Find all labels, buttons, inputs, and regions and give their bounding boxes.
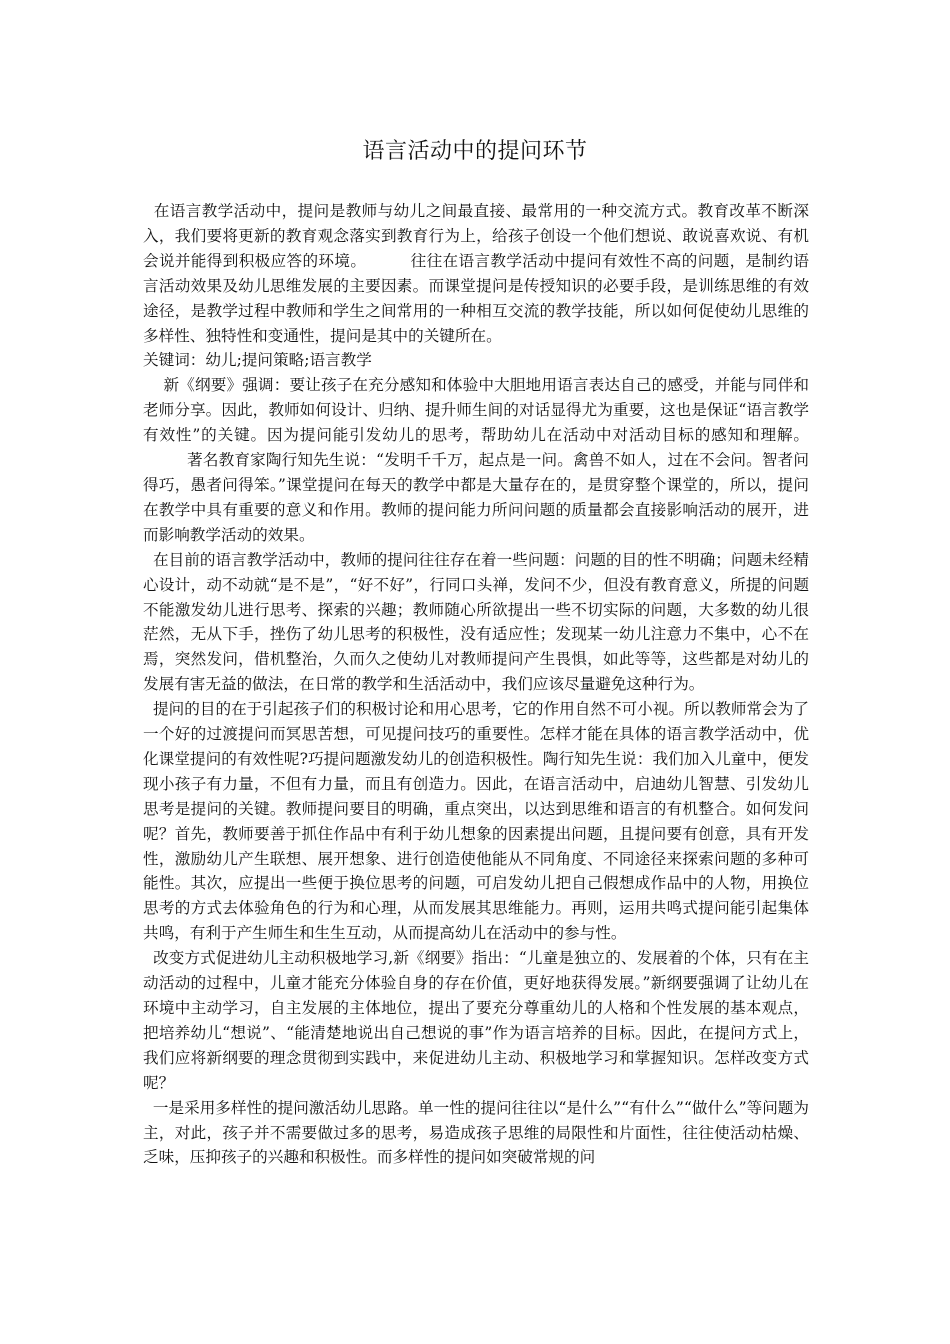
- gangyao-paragraph: [143, 373, 809, 547]
- document-body: [143, 199, 809, 1170]
- intro-text-part1: 在语言教学活动中，提问是教师与幼儿之间最直接、最常用的一种交流方式。教育改革不断深入，我们要将更新的教育观念落实到教育行为上，给孩子创设一个他们想说、敢说喜欢说、有机会说并能得到积极应答的环境。: [143, 202, 809, 270]
- gangyao-text-part1: 新《纲要》强调：要让孩子在充分感知和体验中大胆地用语言表达自己的感受，并能与同伴和老师分享。因此，教师如何设计、归纳、提升师生间的对话显得尤为重要，这也是保证“语言教学有效性”的关键。因为提问能引发幼儿的思考，帮助幼儿在活动中对活动目标的感知和理解。: [143, 376, 809, 445]
- keywords-line: 关键词：幼儿;提问策略;语言教学: [143, 351, 372, 370]
- intro-paragraph: [143, 199, 809, 348]
- document-title: 语言活动中的提问环节: [362, 139, 588, 164]
- change-paragraph: 改变方式促进幼儿主动积极地学习,新《纲要》指出：“儿童是独立的、发展着的个体，只有在主动活动的过程中，儿童才能充分体验自身的存在价值，更好地获得发展。”新纲要强调了让幼儿在环境中主动学习，自主发展的主体地位，提出了要充分尊重幼儿的人格和个性发展的基本观点，把培养幼儿“想说”、“能清楚地说出自己想说的事”作为语言培养的目标。因此，在提问方式上，我们应将新纲要的理念贯彻到实践中，来促进幼儿主动、积极地学习和掌握知识。怎样改变方式呢？: [143, 949, 809, 1092]
- gangyao-text-part2: 著名教育家陶行知先生说：“发明千千万，起点是一问。禽兽不如人，过在不会问。智者问得巧，愚者问得笨。”课堂提问在每天的教学中都是大量存在的，是贯穿整个课堂的，所以，提问在教学中具有重要的意义和作用。教师的提问能力所问问题的质量都会直接影响活动的展开，进而影响教学活动的效果。: [143, 451, 809, 544]
- purpose-paragraph: 提问的目的在于引起孩子们的积极讨论和用心思考，它的作用自然不可小视。所以教师常会为了一个好的过渡提问而冥思苦想，可见提问技巧的重要性。怎样才能在具体的语言教学活动中，优化课堂提问的有效性呢?巧提问题激发幼儿的创造积极性。陶行知先生说：我们加入儿童中，便发现小孩子有力量，不但有力量，而且有创造力。因此，在语言活动中，启迪幼儿智慧、引发幼儿思考是提问的关键。教师提问要目的明确，重点突出，以达到思维和语言的有机整合。如何发问呢？首先，教师要善于抓住作品中有利于幼儿想象的因素提出问题，且提问要有创意，具有开发性，激励幼儿产生联想、展开想象、进行创造使他能从不同角度、不同途径来探索问题的多种可能性。其次，应提出一些便于换位思考的问题，可启发幼儿把自己假想成作品中的人物，用换位思考的方式去体验角色的行为和心理，从而发展其思维能力。再则，运用共鸣式提问能引起集体共鸣，有利于产生师生和生生互动，从而提高幼儿在活动中的参与性。: [143, 700, 809, 943]
- problems-paragraph: 在目前的语言教学活动中，教师的提问往往存在着一些问题：问题的目的性不明确；问题未经精心设计，动不动就“是不是”，“好不好”，行同口头禅，发问不少，但没有教育意义，所提的问题不能激发幼儿进行思考、探索的兴趣；教师随心所欲提出一些不切实际的问题，大多数的幼儿很茫然，无从下手，挫伤了幼儿思考的积极性，没有适应性；发现某一幼儿注意力不集中，心不在焉，突然发问，借机整治，久而久之使幼儿对教师提问产生畏惧，如此等等，这些都是对幼儿的发展有害无益的做法，在日常的教学和生活活动中，我们应该尽量避免这种行为。: [143, 550, 809, 694]
- diverse-paragraph: 一是采用多样性的提问激活幼儿思路。单一性的提问往往以“是什么”“有什么”“做什么”等问题为主，对此，孩子并不需要做过多的思考，易造成孩子思维的局限性和片面性，往往使活动枯燥、乏味，压抑孩子的兴趣和积极性。而多样性的提问如突破常规的问: [143, 1098, 809, 1167]
- intro-text-part2: 往往在语言教学活动中提问有效性不高的问题，是制约语言活动效果及幼儿思维发展的主要因素。而课堂提问是传授知识的必要手段，是训练思维的有效途径，是教学过程中教师和学生之间常用的一种相互交流的教学技能，所以如何促使幼儿思维的多样性、独特性和变通性，提问是其中的关键所在。: [143, 251, 809, 345]
